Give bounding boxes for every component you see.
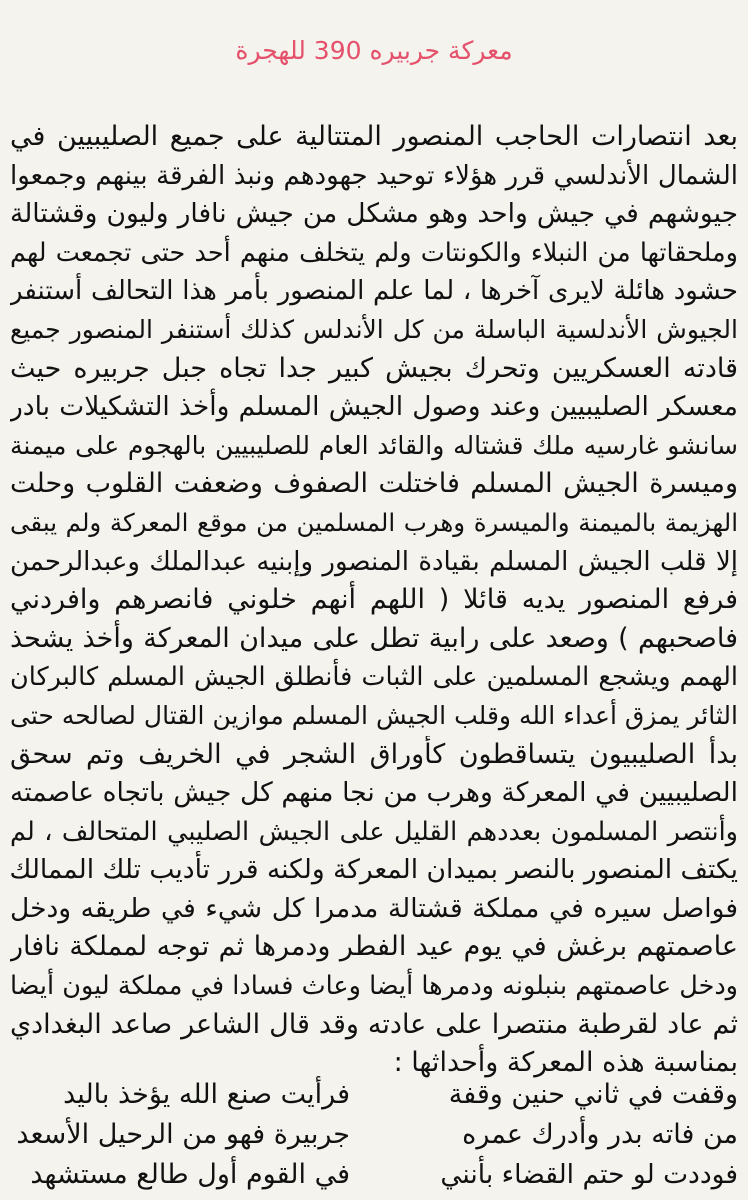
body-line: الجيوش الأندلسية الباسلة من كل الأندلس كذلك أستنفر المنصور جميع [10,314,738,344]
body-line: معسكر الصليبيين وعند وصول الجيش المسلم وأخذ التشكيلات بادر [10,391,738,423]
body-line: إلا قلب الجيش المسلم بقيادة المنصور وإبنيه عبدالملك وعبدالرحمن [10,546,738,577]
body-line: بمناسبة هذه المعركة وأحداثها : [393,1047,738,1079]
body-line: قادته العسكريين وتحرك بجيش كبير جدا تجاه جبل جربيره حيث [10,352,738,384]
poem-block [10,1075,738,1195]
body-line: فاصحبهم ) وصعد على رابية تطل على ميدان المعركة وأخذ يشحذ [10,622,738,654]
body-line: يكتف المنصور بالنصر بميدان المعركة ولكنه قرر تأديب تلك الممالك [10,854,738,886]
body-line: وملحقاتها من النبلاء والكونتات ولم يتخلف منهم أحد حتى تجمعت لهم [10,237,738,268]
article-body [10,118,738,1083]
poem-verse [10,1115,738,1155]
body-line: الهزيمة بالميمنة والميسرة وهرب المسلمين من موقع المعركة ولم يبقى [10,507,738,537]
body-line: جيوشهم في جيش واحد وهو مشكل من جيش نافار وليون وقشتالة [10,198,738,230]
body-line: وأنتصر المسلمون بعددهم القليل على الجيش الصليبي المتحالف ، لم [10,816,738,847]
body-line: فرفع المنصور يديه قائلا ( اللهم أنهم خلوني فانصرهم وافردني [10,584,738,616]
body-line: عاصمتهم برغش في يوم عيد الفطر ودمرها ثم توجه لمملكة نافار [10,931,738,963]
poem-second-hemistich: في القوم أول طالع مستشهد [30,1159,350,1190]
body-line: ودخل عاصمتهم بنبلونه ودمرها أيضا وعاث فسادا في مملكة ليون أيضا [10,971,738,1002]
body-line: الشمال الأندلسي قرر هؤلاء توحيد جهودهم ونبذ الفرقة بينهم وجمعوا [10,160,738,191]
poem-first-hemistich: فوددت لو حتم القضاء بأنني [440,1159,738,1190]
body-line: ثم عاد لقرطبة منتصرا على عادته وقد قال الشاعر صاعد البغدادي [10,1008,738,1040]
body-line: حشود هائلة لايرى آخرها ، لما علم المنصور بأمر هذا التحالف أستنفر [10,276,738,307]
body-line: الثائر يمزق أعداء الله وقلب الجيش المسلم موازين القتال لصالحه حتى [10,700,738,730]
poem-verse [10,1075,738,1115]
body-line: بدأ الصليبيون يتساقطون كأوراق الشجر في الخريف وتم سحق [10,738,738,770]
poem-second-hemistich: فرأيت صنع الله يؤخذ باليد [63,1079,350,1110]
body-line: فواصل سيره في مملكة قشتالة مدمرا كل شيء في طريقه ودخل [10,892,738,924]
poem-verse [10,1155,738,1195]
document-title: معركة جربيره 390 للهجرة [235,36,513,65]
body-line: بعد انتصارات الحاجب المنصور المتتالية على جميع الصليبيين في [10,121,738,152]
poem-first-hemistich: من فاته بدر وأدرك عمره [462,1119,738,1150]
body-line: سانشو غارسيه ملك قشتاله والقائد العام للصليبيين بالهجوم على ميمنة [10,430,738,460]
poem-second-hemistich: جربيرة فهو من الرحيل الأسعد [16,1119,350,1150]
body-line: وميسرة الجيش المسلم فاختلت الصفوف وضعفت القلوب وحلت [10,468,738,500]
body-line: الهمم ويشجع المسلمين على الثبات فأنطلق الجيش المسلم كالبركان [10,662,738,693]
poem-first-hemistich: وقفت في ثاني حنين وقفة [448,1079,738,1110]
body-line: الصليبيين في المعركة وهرب من نجا منهم كل جيش باتجاه عاصمته [10,777,738,809]
